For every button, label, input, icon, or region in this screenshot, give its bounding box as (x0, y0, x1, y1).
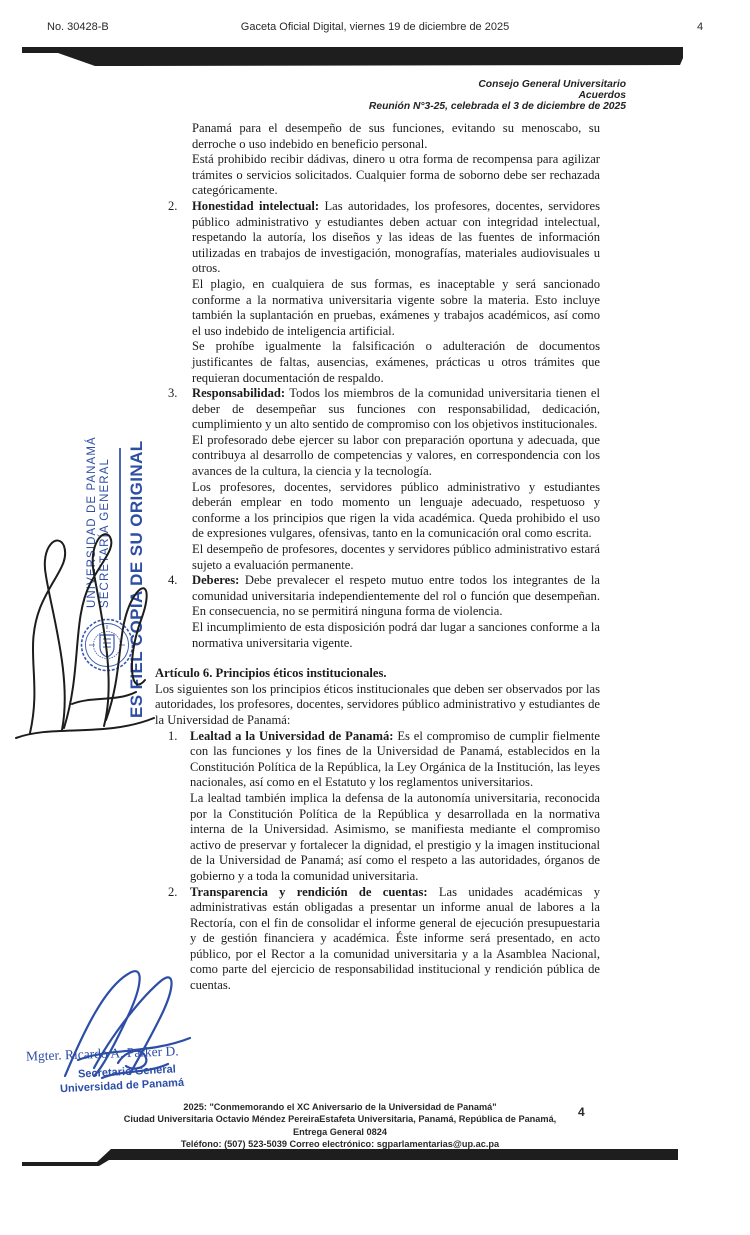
list-item-transparencia (155, 885, 600, 994)
list-item-responsabilidad (168, 386, 600, 573)
list-item-title: Responsabilidad: (192, 386, 286, 401)
paragraph: El incumplimiento de esta disposición podrá dar lugar a sanciones conforme a la normativa universitaria vigente. (192, 620, 600, 650)
paragraph: El plagio, en cualquiera de sus formas, es inaceptable y será sancionado conforme a la normativa universitaria vigente sobre la materia. Esto incluye también la suplantación en pruebas, exámenes y trabajos académicos, así como el uso indebido de inteligencia artificial. (192, 276, 600, 338)
list-item-text: Transparencia y rendición de cuentas: Las unidades académicas y administrativas están obligadas a presentar un informe anual de labores a la Rectoría, con el fin de consolidar el informe general de ejecución presupuestaria y de gestión financiera y académica. Éste informe será presentado, en acto público, por el Rector a la comunidad universitaria y a la Asamblea Nacional, como parte del ejercicio de responsabilidad institucional y rendición pública de cuentas. (190, 884, 600, 993)
list-item-title: Lealtad a la Universidad de Panamá: (190, 728, 394, 743)
article6-section (155, 666, 600, 993)
signatory-name: Mgter. Ricardo A. Parker D. (25, 1043, 179, 1064)
stamp-org-line2: SECRETARÍA GENERAL (99, 458, 111, 608)
paragraph: Los profesores, docentes, servidores público administrativo y estudiantes deberán emplear en todo momento un lenguaje adecuado, respetuoso y conforme a los principios que rigen la vida académica. Queda prohibido el uso de expresiones vulgares, ofensivas, tanto en la comunicación oral como escrita. (192, 479, 600, 541)
list-item-deberes (168, 573, 600, 651)
list-item-number: 4. (168, 573, 178, 588)
paragraph: Se prohíbe igualmente la falsificación o adulteración de documentos justificantes de faltas, ausencias, exámenes, prácticas u otros trámites que requieran documentación de respaldo. (192, 339, 600, 385)
footer-page-number: 4 (578, 1105, 585, 1119)
footer-motto: 2025: "Conmemorando el XC Aniversario de la Universidad de Panamá" (183, 1102, 497, 1112)
page-title: Gaceta Oficial Digital, viernes 19 de diciembre de 2025 (240, 21, 510, 33)
scan-bar-top-icon (15, 45, 685, 70)
list-item-text: Honestidad intelectual: Las autoridades, los profesores, docentes, servidores público administrativo y estudiantes deben actuar con integridad intelectual, respetando la autoría, los diseños y las ideas de las fuentes de información utilizadas en trabajos de investigación, monografías, materiales audiovisuales u otros. (192, 198, 600, 276)
paragraph: El desempeño de profesores, docentes y servidores público administrativo estará sujeto a evaluación permanente. (192, 542, 600, 572)
scan-bar-bottom-icon (15, 1144, 685, 1170)
article6-heading: Artículo 6. Principios éticos institucionales. (155, 666, 387, 681)
article6-intro: Los siguientes son los principios éticos institucionales que deben ser observados por las autoridades, los profesores, docentes, servidores público administrativo y estudiantes de la Universidad de Panamá: (155, 681, 600, 727)
list-item-text: Deberes: Debe prevalecer el respeto mutuo entre todos los integrantes de la comunidad universitaria independientemente del rol o función que desempeñan. En consecuencia, no se permitirá ninguna forma de violencia. (192, 573, 600, 619)
list-item-honestidad (168, 198, 600, 386)
list-item-number: 2. (168, 198, 178, 213)
paragraph: Panamá para el desempeño de sus funciones, evitando su menoscabo, su derroche o uso indebido en beneficio personal. (192, 121, 600, 151)
list-item-title: Transparencia y rendición de cuentas: (190, 884, 428, 899)
meta-session: Reunión N°3-25, celebrada el 3 de diciembre de 2025 (368, 101, 626, 113)
footer-address: Ciudad Universitaria Octavio Méndez PereiraEstafeta Universitaria, Panamá, República de Panamá, Entrega General 0824 (123, 1114, 557, 1137)
footer-contact: Teléfono: (507) 523-5039 Correo electrónico: sgparlamentarias@up.ac.pa (180, 1139, 500, 1150)
list-item-lealtad (155, 729, 600, 885)
list-item-text: Responsabilidad: Todos los miembros de la comunidad universitaria tienen el deber de desempeñar sus funciones con responsabilidad, dedicación, cumplimiento y un alto sentido de compromiso con los objetivos institucionales. (192, 386, 600, 432)
document-body (155, 121, 600, 994)
list-item-number: 1. (168, 728, 178, 743)
list-item-title: Honestidad intelectual: (192, 198, 320, 213)
paragraph: Está prohibido recibir dádivas, dinero u otra forma de recompensa para agilizar trámites o servicios solicitados. Cualquier forma de soborno debe ser rechazada categóricamente. (192, 152, 600, 198)
stamp-org-line1: UNIVERSIDAD DE PANAMÁ (86, 436, 98, 608)
article5-continuation (168, 121, 600, 651)
paragraph: El profesorado debe ejercer su labor con preparación oportuna y adecuada, que contribuya al desarrollo de competencias y valores, en correspondencia con los avances de la cultura, la ciencia y la tecnología. (192, 432, 600, 479)
list-item-number: 3. (168, 386, 178, 401)
meeting-meta-block (369, 79, 626, 113)
signatory-role: Secretario General (77, 1063, 177, 1081)
meta-council: Consejo General Universitario (478, 79, 626, 90)
signatory-organization: Universidad de Panamá (59, 1076, 185, 1096)
stamp-certify-text: ES FIEL COPIA DE SU ORIGINAL (127, 440, 146, 718)
list-item-text: Lealtad a la Universidad de Panamá: Es el compromiso de cumplir fielmente con las funciones y los fines de la Universidad de Panamá, establecidos en la Constitución Política de la República, la Ley Orgánica de la Institución, las leyes nacionales, así como en el Estatuto y los reglamentos universitarios. (190, 728, 600, 790)
list-item-number: 2. (168, 884, 178, 899)
paragraph: La lealtad también implica la defensa de la autonomía universitaria, reconocida por la Constitución Política de la República y desarrollada en la normativa interna de la Universidad. Asimismo, se manifiesta mediante el compromiso activo de preservar y fortalecer la dignidad, el prestigio y la imagen institucional de la Universidad de Panamá; así como el respeto a las autoridades, órganos de gobierno y a toda la comunidad universitaria. (190, 790, 600, 883)
doc-number: No. 30428-B (47, 21, 109, 33)
article6-list (155, 729, 600, 994)
meta-acuerdos: Acuerdos (578, 90, 626, 102)
black-signature-scribble-icon (12, 528, 160, 743)
list-item-title: Deberes: (192, 573, 240, 588)
header-page-number: 4 (697, 21, 704, 33)
